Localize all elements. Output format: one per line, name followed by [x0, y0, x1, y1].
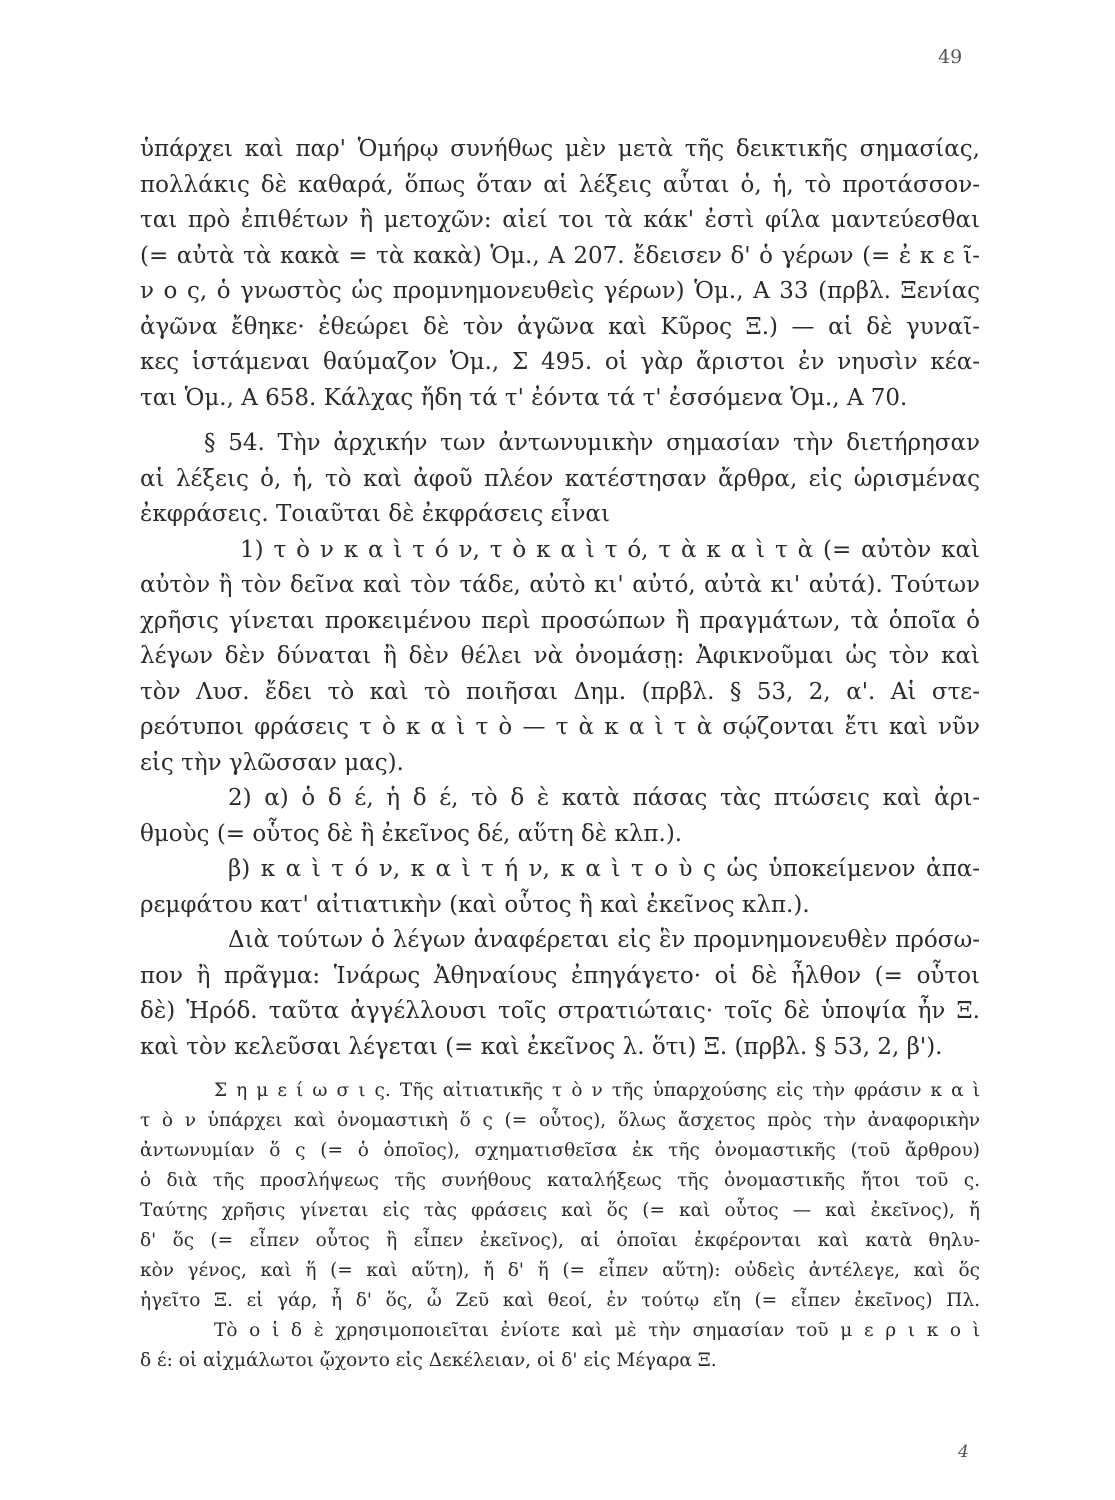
section-gap: [140, 416, 980, 426]
text-line: Διὰ τούτων ὁ λέγων ἀναφέρεται εἰς ἓν προμνημονευθὲν πρόσω-: [228, 927, 980, 953]
text-line: ται πρὸ ἐπιθέτων ἢ μετοχῶν: αἰεί τοι τὰ κάκ' ἐστὶ φίλα μαντεύεσθαι: [140, 207, 980, 233]
note-line: ἀντωνυμίαν ὅ ς (= ὁ ὁποῖος), σχηματισθεῖσα ἐκ τῆς ὀνομαστικῆς (τοῦ ἄρθρου): [140, 1140, 980, 1161]
text-line: ρεότυποι φράσεις τ ὸ κ α ὶ τ ὸ — τ ὰ κ α ὶ τ ὰ σῴζονται ἔτι καὶ νῦν: [140, 714, 980, 740]
text-line: β) κ α ὶ τ ό ν, κ α ὶ τ ή ν, κ α ὶ τ ο ὺ ς ὡς ὑποκείμενον ἀπα-: [228, 856, 980, 882]
note-line: τ ὸ ν ὑπάρχει καὶ ὀνομαστικὴ ὅ ς (= οὗτος), ὅλως ἄσχετος πρὸς τὴν ἀναφορικὴν: [140, 1110, 980, 1131]
text-line: ρεμφάτου κατ' αἰτιατικὴν (καὶ οὗτος ἢ καὶ ἐκεῖνος κλπ.).: [140, 891, 810, 918]
note-line: ἡγεῖτο Ξ. εἰ γάρ, ἦ δ' ὅς, ὦ Ζεῦ καὶ θεοί, ἐν τούτῳ εἴη (= εἶπεν ἐκεῖνος) Πλ.: [140, 1290, 980, 1311]
text-line: πολλάκις δὲ καθαρά, ὅπως ὅταν αἱ λέξεις αὗται ὁ, ἡ, τὸ προτάσσον-: [140, 171, 980, 198]
main-text-block: [140, 132, 980, 1065]
text-line: χρῆσις γίνεται προκειμένου περὶ προσώπων ἢ πραγμάτων, τὰ ὁποῖα ὁ: [140, 607, 980, 634]
text-line: πον ἢ πρᾶγμα: Ἱνάρως Ἀθηναίους ἐπηγάγετο· οἱ δὲ ἦλθον (= οὗτοι: [140, 962, 980, 989]
text-line: δὲ) Ἡρόδ. ταῦτα ἀγγέλλουσι τοῖς στρατιώταις· τοῖς δὲ ὑποψία ἦν Ξ.: [140, 998, 980, 1024]
text-line: 2) α) ὁ δ έ, ἡ δ έ, τὸ δ ὲ κατὰ πάσας τὰς πτώσεις καὶ ἀρι-: [228, 785, 980, 811]
text-line: εἰς τὴν γλῶσσαν μας).: [140, 749, 404, 776]
note-line: δ' ὅς (= εἶπεν οὗτος ἢ εἶπεν ἐκεῖνος), αἱ ὁποῖαι ἐκφέρονται καὶ κατὰ θηλυ-: [140, 1230, 980, 1251]
text-line: ἀγῶνα ἔθηκε· ἐθεώρει δὲ τὸν ἀγῶνα καὶ Κῦρος Ξ.) — αἱ δὲ γυναῖ-: [140, 313, 980, 340]
text-line: καὶ τὸν κελεῦσαι λέγεται (= καὶ ἐκεῖνος λ. ὅτι) Ξ. (πρβλ. § 53, 2, β').: [140, 1033, 943, 1060]
text-line: ν ο ς, ὁ γνωστὸς ὡς προμνημονευθεὶς γέρων) Ὁμ., Α 33 (πρβλ. Ξενίας: [140, 278, 980, 304]
text-line: τὸν Λυσ. ἔδει τὸ καὶ τὸ ποιῆσαι Δημ. (πρβλ. § 53, 2, α'. Αἱ στε-: [140, 678, 980, 705]
text-line: κες ἱστάμεναι θαύμαζον Ὁμ., Σ 495. οἱ γὰρ ἄριστοι ἐν νηυσὶν κέα-: [140, 349, 980, 375]
page-number: 49: [938, 46, 963, 68]
note-line: δ έ: οἱ αἰχμάλωτοι ᾤχοντο εἰς Δεκέλειαν, οἱ δ' εἰς Μέγαρα Ξ.: [140, 1350, 717, 1371]
text-line: ὑπάρχει καὶ παρ' Ὁμήρῳ συνήθως μὲν μετὰ τῆς δεικτικῆς σημασίας,: [140, 136, 980, 162]
signature-mark: 4: [958, 1442, 969, 1462]
note-line: Σ η μ ε ί ω σ ι ς. Τῆς αἰτιατικῆς τ ὸ ν τῆς ὑπαρχούσης εἰς τὴν φράσιν κ α ὶ: [214, 1080, 980, 1101]
note-line: Ταύτης χρῆσις γίνεται εἰς τὰς φράσεις καὶ ὅς (= καὶ οὗτος — καὶ ἐκεῖνος), ἤ: [140, 1200, 980, 1221]
note-line: ὁ διὰ τῆς προσλήψεως τῆς συνήθους καταλήξεως τῆς ὀνομαστικῆς ἤτοι τοῦ ς.: [140, 1170, 980, 1191]
text-line: αἱ λέξεις ὁ, ἡ, τὸ καὶ ἀφοῦ πλέον κατέστησαν ἄρθρα, εἰς ὡρισμένας: [140, 465, 980, 492]
text-line: θμοὺς (= οὗτος δὲ ἢ ἐκεῖνος δέ, αὕτη δὲ κλπ.).: [140, 820, 683, 847]
text-line: αὐτὸν ἢ τὸν δεῖνα καὶ τὸν τάδε, αὐτὸ κι' αὐτό, αὐτὰ κι' αὐτά). Τούτων: [140, 572, 980, 598]
text-line: ἐκφράσεις. Τοιαῦται δὲ ἐκφράσεις εἶναι: [140, 501, 610, 527]
text-line: λέγων δὲν δύναται ἢ δὲν θέλει νὰ ὀνομάσῃ: Ἀφικνοῦμαι ὡς τὸν καὶ: [140, 643, 980, 669]
text-line: 1) τ ὸ ν κ α ὶ τ ό ν, τ ὸ κ α ὶ τ ό, τ ὰ κ α ὶ τ ὰ (= αὐτὸν καὶ: [240, 536, 980, 563]
section-heading-line: § 54. Τὴν ἀρχικήν των ἀντωνυμικὴν σημασίαν τὴν διετήρησαν: [204, 430, 980, 456]
text-line: ται Ὁμ., Α 658. Κάλχας ἤδη τά τ' ἐόντα τά τ' ἐσσόμενα Ὁμ., Α 70.: [140, 384, 908, 411]
note-line: κὸν γένος, καὶ ἥ (= καὶ αὕτη), ἤ δ' ἥ (= εἶπεν αὕτη): οὐδεὶς ἀντέλεγε, καὶ ὅς: [140, 1260, 980, 1281]
text-line: (= αὐτὰ τὰ κακὰ = τὰ κακὰ) Ὁμ., Α 207. ἔδεισεν δ' ὁ γέρων (= ἐ κ ε ῖ-: [140, 242, 980, 269]
note-block: [140, 1076, 980, 1376]
note-line: Τὸ ο ἱ δ ὲ χρησιμοποιεῖται ἐνίοτε καὶ μὲ τὴν σημασίαν τοῦ μ ε ρ ι κ ο ὶ: [214, 1320, 980, 1341]
